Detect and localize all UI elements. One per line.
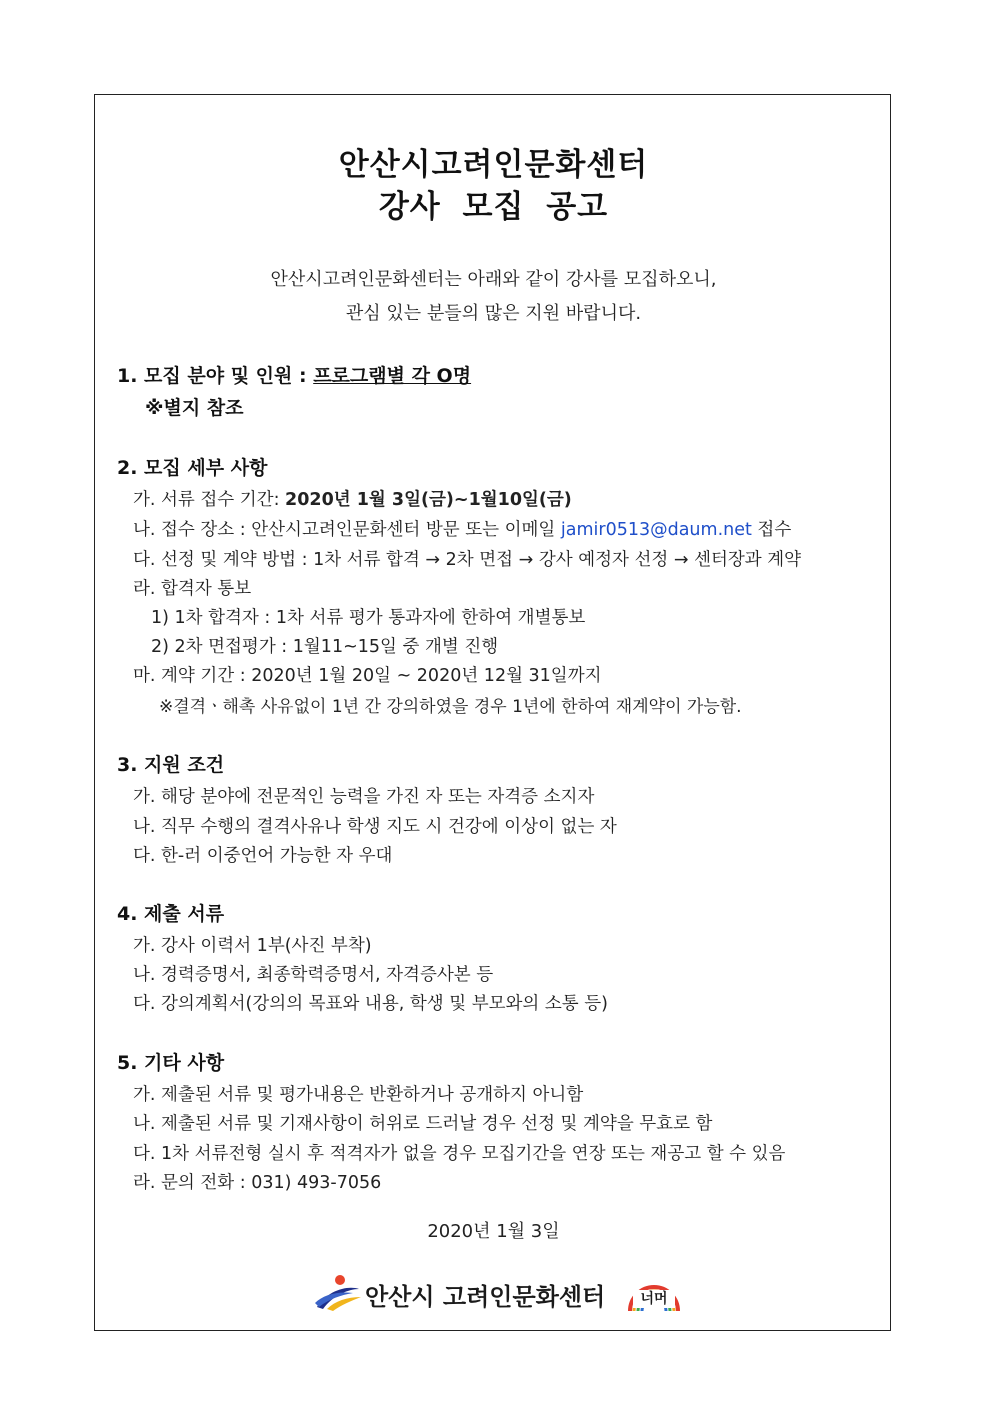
section-2-item-ma: 마. 계약 기간 : 2020년 1월 20일 ~ 2020년 12월 31일까지	[133, 666, 602, 686]
section-1-heading-prefix: 1. 모집 분야 및 인원 :	[117, 365, 314, 387]
footer-logo	[313, 1271, 693, 1315]
section-2-item-ma-note: ※결격ㆍ해촉 사유없이 1년 간 강의하였을 경우 1년에 한하여 재계약이 가능함.	[159, 697, 742, 717]
section-4-heading: 4. 제출 서류	[117, 903, 225, 925]
intro-line-2: 관심 있는 분들의 많은 지원 바랍니다.	[345, 303, 642, 324]
section-5-heading: 5. 기타 사항	[117, 1052, 225, 1074]
center-badge-logo	[625, 1271, 683, 1313]
section-5-item-ra: 라. 문의 전화 : 031) 493-7056	[133, 1173, 382, 1193]
section-2-item-ra: 라. 합격자 통보	[133, 579, 252, 599]
intro-line-1: 안산시고려인문화센터는 아래와 같이 강사를 모집하오니,	[270, 269, 717, 290]
section-2-item-na	[133, 516, 791, 541]
section-2-heading: 2. 모집 세부 사항	[117, 457, 268, 479]
contact-email-link[interactable]: jamir0513@daum.net	[560, 520, 752, 540]
section-2-item-na-suffix: 접수	[751, 520, 792, 540]
ansan-city-emblem-icon	[313, 1273, 363, 1313]
section-3-item-na: 나. 직무 수행의 결격사유나 학생 지도 시 건강에 이상이 없는 자	[133, 817, 617, 837]
section-4-item-na: 나. 경력증명서, 최종학력증명서, 자격증사본 등	[133, 965, 494, 985]
section-4-item-da: 다. 강의계획서(강의의 목표와 내용, 학생 및 부모와의 소통 등)	[133, 994, 609, 1014]
section-2-item-ga-value: 2020년 1월 3일(금)~1월10일(금)	[285, 490, 572, 510]
section-3-heading: 3. 지원 조건	[117, 754, 225, 776]
notice-date: 2020년 1월 3일	[427, 1221, 560, 1242]
section-2-item-ga	[133, 486, 572, 511]
page-title: 안산시고려인문화센터	[338, 147, 649, 183]
section-5-item-da: 다. 1차 서류전형 실시 후 적격자가 없을 경우 모집기간을 연장 또는 재공고 할 수 있음	[133, 1144, 786, 1164]
center-badge-text: 너머	[633, 1290, 675, 1308]
section-3-item-ga: 가. 해당 분야에 전문적인 능력을 가진 자 또는 자격증 소지자	[133, 787, 595, 807]
page-subtitle: 강사 모집 공고	[378, 189, 609, 225]
footer-org-name: 안산시 고려인문화센터	[365, 1283, 606, 1311]
section-5-item-na: 나. 제출된 서류 및 기재사항이 허위로 드러날 경우 선정 및 계약을 무효로 함	[133, 1114, 713, 1134]
section-2-item-na-label: 나. 접수 장소 : 안산시고려인문화센터 방문 또는 이메일	[133, 520, 561, 540]
section-2-item-ga-label: 가. 서류 접수 기간:	[133, 490, 286, 510]
notice-frame	[94, 94, 891, 1331]
section-1-heading-value: 프로그램별 각 O명	[313, 365, 472, 387]
section-4-item-ga: 가. 강사 이력서 1부(사진 부착)	[133, 936, 372, 956]
section-1-heading	[117, 361, 471, 388]
section-3-item-da: 다. 한-러 이중언어 가능한 자 우대	[133, 846, 393, 866]
section-5-item-ga: 가. 제출된 서류 및 평가내용은 반환하거나 공개하지 아니함	[133, 1085, 584, 1105]
section-1-note: ※별지 참조	[145, 397, 244, 419]
section-2-item-ra-1: 1) 1차 합격자 : 1차 서류 평가 통과자에 한하여 개별통보	[151, 608, 586, 628]
section-2-item-da: 다. 선정 및 계약 방법 : 1차 서류 합격 → 2차 면접 → 강사 예정자 선정 → 센터장과 계약	[133, 550, 802, 570]
section-2-item-ra-2: 2) 2차 면접평가 : 1월11~15일 중 개별 진행	[151, 637, 499, 657]
